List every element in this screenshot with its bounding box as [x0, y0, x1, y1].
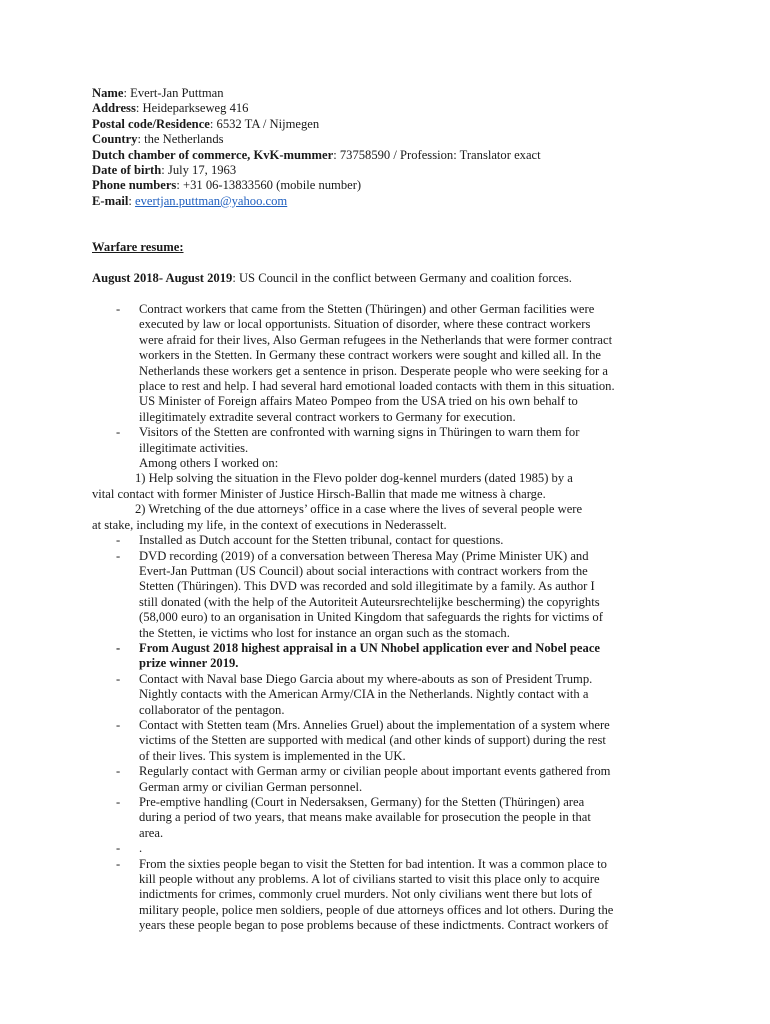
bullet-dash: -: [116, 856, 121, 871]
country-line: Country: the Netherlands: [92, 132, 224, 147]
bullet-dash: -: [116, 302, 121, 316]
bullet-dash: -: [116, 841, 121, 856]
text-line: executed by law or local opportunists. Situation of disorder, where these contract workers: [139, 317, 591, 332]
dob-line: Date of birth: July 17, 1963: [92, 163, 237, 178]
sub-heading: Among others I worked on:: [139, 456, 279, 471]
list-item: [116, 425, 661, 456]
list-item: [116, 718, 661, 764]
bullet-dash: -: [116, 533, 121, 548]
text-line: illegitimately extradite several contract workers to Germany for execution.: [139, 409, 516, 424]
text-line: Nightly contacts with the American Army/CIA in the Netherlands. Nightly contact with a: [139, 687, 589, 702]
text-line: collaborator of the pentagon.: [139, 702, 285, 717]
bullet-dash: -: [116, 671, 121, 686]
text-line: Visitors of the Stetten are confronted with warning signs in Thüringen to warn them for: [139, 425, 580, 440]
text-line: workers in the Stetten. In Germany these contract workers were sought and killed all. In the: [139, 348, 601, 363]
text-line: 2) Wretching of the due attorneys’ office in a case where the lives of several people were: [135, 502, 583, 517]
postal-line: Postal code/Residence: 6532 TA / Nijmegen: [92, 116, 320, 131]
text-line: area.: [139, 825, 164, 840]
text-line: Netherlands these workers get a sentence in prison. Desperate people who were seeking for a: [139, 363, 608, 378]
list-item: [116, 795, 661, 841]
list-item: [116, 549, 661, 641]
text-line: Contact with Naval base Diego Garcia about my where-abouts as son of President Trump.: [139, 671, 593, 686]
text-line: were afraid for their lives, Also German refugees in the Netherlands that were former contract: [139, 332, 613, 347]
email-link[interactable]: evertjan.puttman@yahoo.com: [135, 193, 288, 208]
bullet-dash: -: [116, 717, 121, 732]
text-line: illegitimate activities.: [139, 440, 249, 455]
text-line: Installed as Dutch account for the Stetten tribunal, contact for questions.: [139, 533, 504, 548]
contact-details: [92, 86, 692, 209]
text-line: vital contact with former Minister of Justice Hirsch-Ballin that made me witness à charge.: [92, 486, 546, 501]
text-line: military people, police men soldiers, people of due attorneys offices and lot others. During the: [139, 902, 614, 917]
text-line: of their lives. This system is implemented in the UK.: [139, 748, 406, 763]
section-title: Warfare resume:: [92, 240, 184, 254]
list-item-highlight: [116, 641, 661, 672]
text-line: during a period of two years, that means make available for prosecution the people in that: [139, 810, 591, 825]
text-line: 1) Help solving the situation in the Flevo polder dog-kennel murders (dated 1985) by a: [135, 471, 573, 486]
text-line: indictments for crimes, commonly cruel murders. Not only civilians went there but lots of: [139, 887, 592, 902]
text-line: at stake, including my life, in the context of executions in Nederasselt.: [92, 517, 447, 532]
text-line: From the sixties people began to visit the Stetten for bad intention. It was a common place to: [139, 856, 607, 871]
list-item: [116, 841, 661, 856]
numbered-item: [92, 502, 662, 533]
period-line: August 2018- August 2019: US Council in the conflict between Germany and coalition forces.: [92, 271, 572, 285]
text-line: Pre-emptive handling (Court in Nedersaksen, Germany) for the Stetten (Thüringen) area: [139, 795, 585, 809]
text-line: prize winner 2019.: [139, 656, 239, 671]
text-line: Contact with Stetten team (Mrs. Annelies Gruel) about the implementation of a system where: [139, 717, 610, 732]
list-item: [116, 533, 661, 548]
text-line: Regularly contact with German army or civilian people about important events gathered from: [139, 764, 611, 779]
list-item: [116, 302, 661, 425]
text-line: Contract workers that came from the Stetten (Thüringen) and other German facilities were: [139, 302, 595, 316]
text-line: the Stetten, ie victims who lost for instance an organ such as the stomach.: [139, 625, 510, 640]
text-line: still donated (with the help of the Autoriteit Auteursrechtelijke bescherming) the copyrights: [139, 594, 600, 609]
text-line: (58,000 euro) to an organisation in United Kingdom that safeguards the rights for victims of: [139, 610, 603, 625]
address-line: Address: Heideparkseweg 416: [92, 101, 249, 116]
bullet-dash: -: [116, 548, 121, 563]
list-item: [116, 672, 661, 718]
bullet-list: [92, 302, 661, 934]
text-line: DVD recording (2019) of a conversation between Theresa May (Prime Minister UK) and: [139, 548, 589, 563]
bullet-dash: -: [116, 795, 121, 809]
list-item: [116, 857, 661, 934]
email-line: E-mail: evertjan.puttman@yahoo.com: [92, 193, 288, 208]
text-line: Stetten (Thüringen). This DVD was recorded and sold illegitimate by a family. As author I: [139, 579, 595, 594]
list-item: [116, 764, 661, 795]
bullet-dash: -: [116, 640, 121, 655]
text-line: From August 2018 highest appraisal in a UN Nhobel application ever and Nobel peace: [139, 640, 600, 655]
name-line: Name: Evert-Jan Puttman: [92, 86, 224, 100]
text-line: place to rest and help. I had several hard emotional loaded contacts with them in this situation.: [139, 379, 615, 394]
kvk-line: Dutch chamber of commerce, KvK-mummer: 73758590 / Profession: Translator exact: [92, 147, 541, 162]
text-line: victims of the Stetten are supported with medical (and other kinds of support) during the rest: [139, 733, 606, 748]
text-line: .: [139, 841, 143, 856]
bullet-dash: -: [116, 764, 121, 779]
text-line: kill people without any problems. A lot of civilians started to visit this place only to acquire: [139, 872, 600, 887]
bullet-dash: -: [116, 425, 121, 440]
phone-line: Phone numbers: +31 06-13833560 (mobile number): [92, 178, 362, 193]
text-line: US Minister of Foreign affairs Mateo Pompeo from the USA tried on his own behalf to: [139, 394, 578, 409]
numbered-item: [92, 471, 662, 502]
text-line: German army or civilian German personnel.: [139, 779, 363, 794]
text-line: years these people began to pose problems because of these indictments. Contract workers of: [139, 918, 609, 933]
text-line: Evert-Jan Puttman (US Council) about social interactions with contract workers from the: [139, 563, 588, 578]
